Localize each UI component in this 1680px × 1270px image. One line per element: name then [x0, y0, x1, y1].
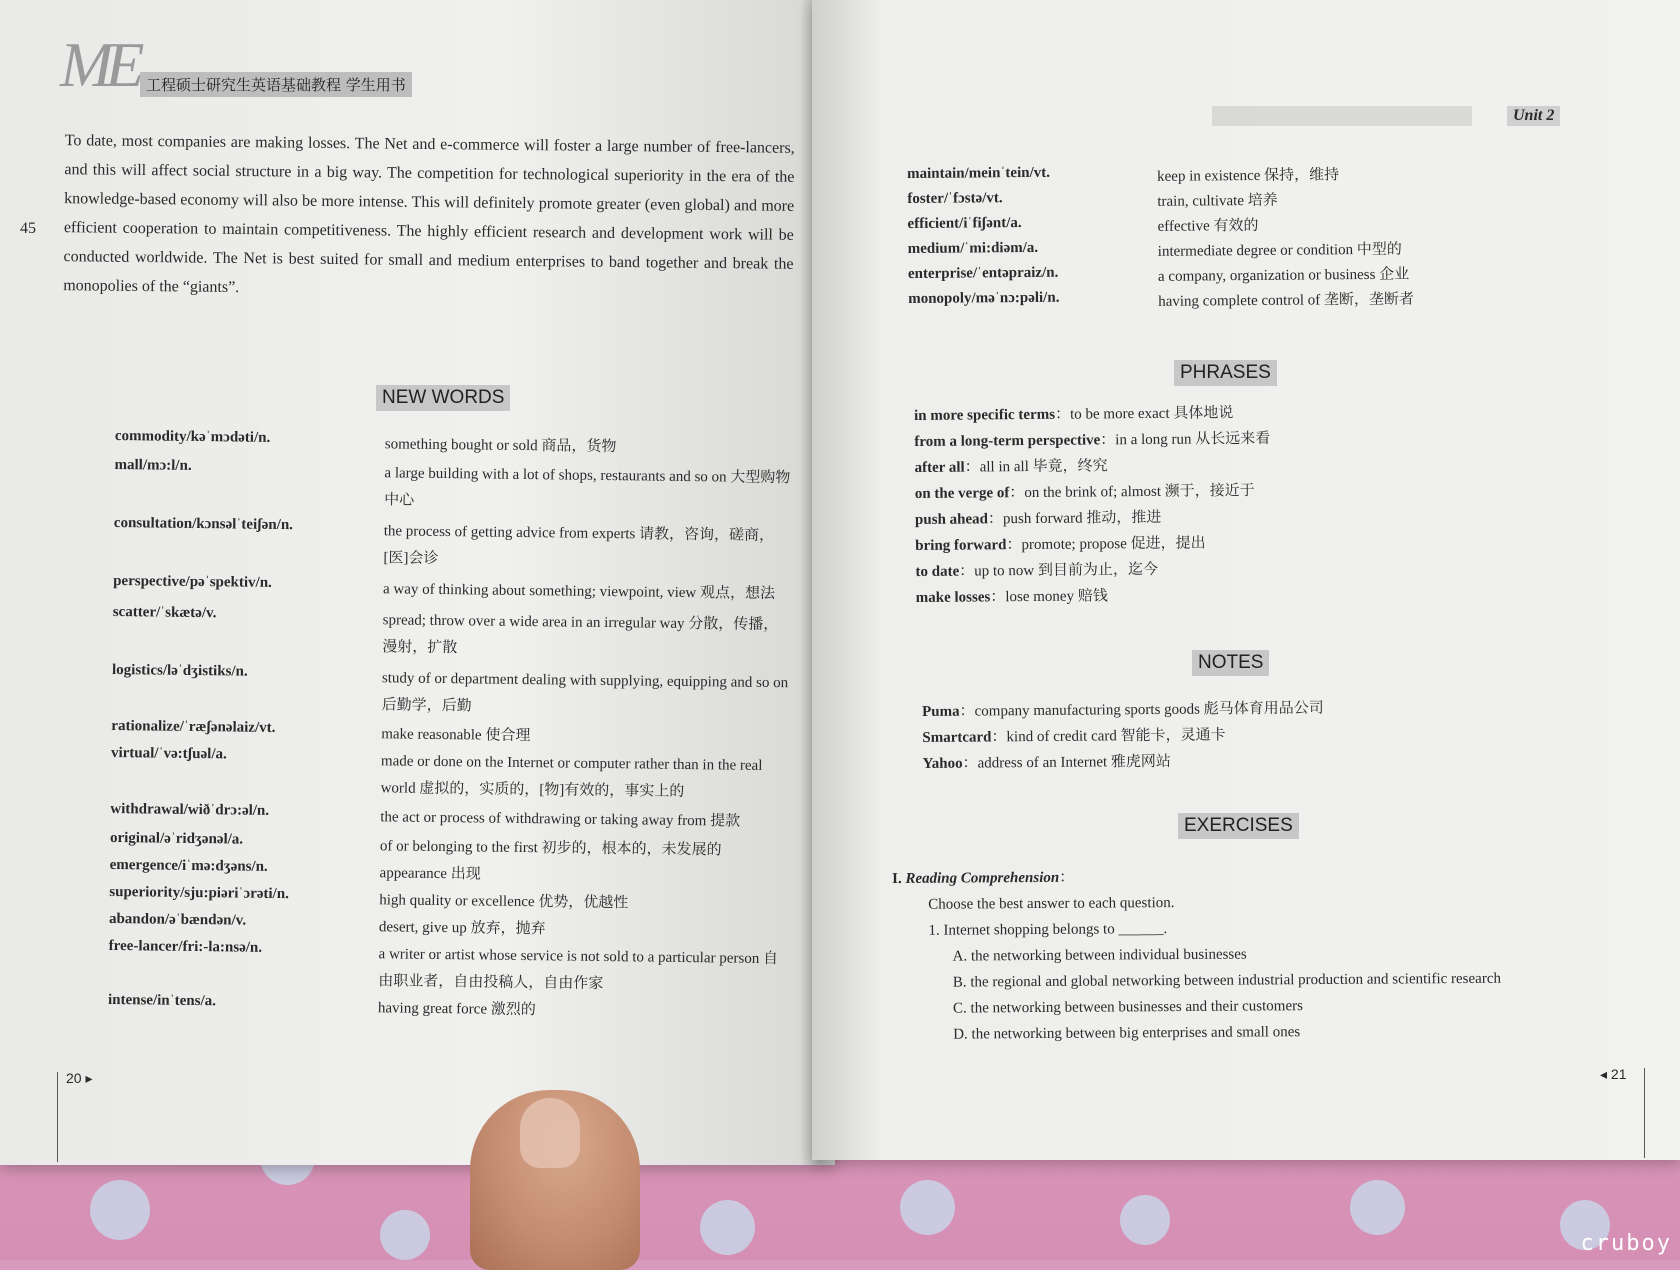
note-row: Yahoo：address of an Internet 雅虎网站	[922, 753, 1171, 772]
vocab-continued-list	[907, 160, 1568, 316]
phrase-term: on the verge of	[914, 485, 1010, 502]
section-number: I.	[892, 870, 902, 887]
phrase-row: to date：up to now 到目前为止，迄今	[915, 561, 1159, 580]
notes-list	[922, 695, 1483, 778]
note-row: Smartcard：kind of credit card 智能卡，灵通卡	[922, 727, 1226, 746]
answer-option: D. the networking between big enterprises and small ones	[953, 1024, 1301, 1043]
vocab-def: high quality or excellence 优势，优越性	[379, 892, 629, 912]
vocab-word: withdrawal/wiðˈdrɔ:əl/n.	[110, 800, 270, 819]
left-page	[0, 0, 835, 1165]
exercise-question: 1. Internet shopping belongs to ______.	[928, 921, 1168, 939]
phrase-term: to date	[915, 563, 960, 580]
phrase-def: push forward 推动，推进	[1002, 509, 1162, 528]
intro-paragraph: To date, most companies are making losses. The Net and e-commerce will foster a large number of free-lancers, and this will affect social structure in a big way. The competition for technological superiority in the era of the knowledge-based economy will also be more intense. This will definitely promote greater (even global) and more efficient cooperation to maintain competitiveness. The highly efficient research and development work will be conducted worldwide. The Net is best suited for small and medium enterprises to band together and break the monopolies of the “giants”.	[63, 132, 795, 297]
phrases-list	[914, 399, 1536, 612]
vocab-def: something bought or sold 商品，货物	[384, 436, 617, 456]
note-def: address of an Internet 雅虎网站	[977, 753, 1171, 772]
vocab-def: a large building with a lot of shops, restaurants and so on 大型购物中心	[384, 465, 791, 509]
vocab-word: rationalize/ˈræʃənəlaiz/vt.	[111, 717, 276, 736]
sheet-dot	[700, 1200, 755, 1255]
phrase-row: push ahead：push forward 推动，推进	[914, 509, 1162, 528]
vocab-def: intermediate degree or condition 中型的	[1157, 241, 1402, 260]
vocab-word: logistics/ləˈdʒistiks/n.	[111, 661, 248, 680]
phrase-term: after all	[914, 459, 965, 476]
vocab-word: maintain/meinˈtein/vt.	[907, 164, 1051, 182]
vocab-word: free-lancer/fri:-la:nsə/n.	[108, 937, 263, 956]
vocab-word: consultation/kɔnsəlˈteiʃən/n.	[113, 514, 294, 534]
page-number-left: 20 ▸	[66, 1070, 93, 1086]
vocab-def: study of or department dealing with supplying, equipping and so on 后勤学，后勤	[381, 670, 789, 715]
vocab-word: original/əˈridʒənəl/a.	[109, 829, 244, 848]
vocab-word: perspective/pəˈspektiv/n.	[113, 572, 272, 591]
answer-option: A. the networking between individual businesses	[952, 946, 1247, 965]
vocab-word: efficient/iˈfiʃənt/a.	[907, 215, 1022, 232]
header-shadow-bar	[1212, 106, 1472, 126]
vocab-word: abandon/əˈbændən/v.	[108, 910, 247, 929]
vocab-def: of or belonging to the first 初步的，根本的，未发展的	[379, 838, 722, 859]
vocab-word: intense/inˈtens/a.	[107, 991, 217, 1010]
phrase-def: in a long run 从长远来看	[1115, 430, 1271, 449]
note-term: Smartcard	[922, 729, 992, 746]
vocab-word: commodity/kəˈmɔdəti/n.	[114, 428, 271, 446]
phrase-row: in more specific terms：to be more exact 具体地说	[914, 405, 1234, 424]
exercises-heading: EXERCISES	[1178, 813, 1299, 839]
exercise-section: I. Reading Comprehension：	[892, 869, 1075, 887]
phrase-row: make losses：lose money 赔钱	[915, 588, 1108, 606]
note-term: Yahoo	[922, 755, 963, 772]
vocab-row	[908, 285, 1568, 316]
book-title: 工程硕士研究生英语基础教程 学生用书	[140, 72, 412, 97]
note-term: Puma	[922, 703, 960, 720]
sheet-dot	[1350, 1180, 1405, 1235]
vocab-word: virtual/ˈvə:tʃuəl/a.	[110, 744, 227, 763]
vocab-def: a company, organization or business 企业	[1157, 266, 1410, 285]
vocab-row	[114, 457, 805, 519]
vocab-def: a writer or artist whose service is not sold to a particular person 自由职业者，自由投稿人，自由作家	[378, 946, 779, 993]
vocab-word: foster/ˈfɔstə/vt.	[907, 190, 1003, 207]
sheet-dot	[380, 1210, 430, 1260]
watermark: cruboy	[1580, 1231, 1672, 1256]
vocab-def: the act or process of withdrawing or taking away from 提款	[380, 809, 741, 830]
phrase-def: all in all 毕竟，终究	[979, 458, 1108, 476]
exercise-block	[892, 861, 1613, 1048]
phrase-term: push ahead	[914, 511, 989, 528]
sheet-dot	[90, 1180, 150, 1240]
phrase-row: on the verge of：on the brink of; almost 濒于，接近于	[914, 483, 1255, 502]
phrase-def: up to now 到目前为止，迄今	[974, 561, 1159, 580]
vocab-word: superiority/sju:piəriˈɔrəti/n.	[109, 883, 289, 903]
vocab-def: the process of getting advice from experts 请教，咨询，磋商，[医]会诊	[383, 523, 775, 567]
vocab-def: spread; throw over a wide area in an irregular way 分散，传播，漫射，扩散	[382, 612, 779, 657]
phrase-term: make losses	[915, 589, 991, 606]
vocab-word: monopoly/məˈnɔ:pəli/n.	[908, 289, 1060, 307]
new-words-list	[108, 428, 805, 1027]
note-def: kind of credit card 智能卡，灵通卡	[1006, 727, 1226, 746]
note-def: company manufacturing sports goods 彪马体育用品公司	[974, 700, 1324, 720]
vocab-def: made or done on the Internet or computer rather than in the real world 虚拟的，实质的，[物]有效的，事实上的	[380, 753, 763, 800]
notes-heading: NOTES	[1192, 650, 1269, 676]
vocab-def: keep in existence 保持，维持	[1157, 167, 1340, 185]
page-number-right: ◂ 21	[1600, 1066, 1627, 1082]
sheet-dot	[1120, 1195, 1170, 1245]
new-words-heading: NEW WORDS	[376, 385, 510, 411]
series-logo: ME	[60, 29, 137, 100]
exercise-instruction: Choose the best answer to each question.	[928, 895, 1175, 913]
vocab-row	[113, 573, 803, 608]
line-number: 45	[20, 220, 36, 237]
sheet-dot	[900, 1180, 955, 1235]
margin-rule	[1644, 1068, 1645, 1158]
margin-rule	[57, 1072, 58, 1162]
phrase-term: in more specific terms	[914, 406, 1056, 424]
vocab-row	[110, 745, 801, 807]
answer-option: C. the networking between businesses and their customers	[952, 998, 1303, 1017]
answer-option: B. the regional and global networking between industrial production and scientific research	[952, 970, 1502, 991]
phrase-term: bring forward	[915, 537, 1007, 554]
vocab-def: effective 有效的	[1157, 217, 1259, 235]
vocab-row	[111, 662, 802, 724]
vocab-def: a way of thinking about something; viewpoint, view 观点，想法	[382, 581, 776, 603]
phrase-row: after all：all in all 毕竟，终究	[914, 458, 1108, 476]
phrase-row: from a long-term perspective：in a long run 从长远来看	[914, 430, 1271, 450]
vocab-def: make reasonable 使合理	[381, 726, 531, 745]
vocab-def: having great force 激烈的	[377, 1000, 536, 1019]
note-row: Puma：company manufacturing sports goods 彪马体育用品公司	[922, 700, 1324, 720]
section-title: Reading Comprehension	[905, 869, 1060, 887]
phrase-def: lose money 赔钱	[1005, 588, 1108, 606]
vocab-row	[108, 938, 799, 1000]
right-page	[812, 0, 1680, 1160]
vocab-row	[113, 515, 804, 577]
phrase-row: bring forward：promote; propose 促进，提出	[915, 535, 1206, 554]
phrases-heading: PHRASES	[1174, 360, 1277, 386]
phrase-def: promote; propose 促进，提出	[1021, 535, 1206, 554]
vocab-word: emergence/iˈmə:dʒəns/n.	[109, 856, 268, 875]
vocab-word: scatter/ˈskætə/v.	[112, 603, 217, 622]
vocab-def: having complete control of 垄断，垄断者	[1158, 291, 1415, 310]
phrase-term: from a long-term perspective	[914, 432, 1101, 450]
vocab-word: medium/ˈmi:diəm/a.	[907, 239, 1039, 257]
thumbnail	[520, 1098, 580, 1168]
vocab-def: train, cultivate 培养	[1157, 192, 1278, 210]
vocab-word: enterprise/ˈentəpraiz/n.	[907, 264, 1059, 282]
vocab-word: mall/mɔ:l/n.	[114, 456, 192, 474]
vocab-def: desert, give up 放弃，抛弃	[378, 919, 546, 938]
phrase-def: on the brink of; almost 濒于，接近于	[1024, 483, 1255, 502]
vocab-row	[112, 604, 803, 666]
unit-label: Unit 2	[1507, 106, 1560, 126]
phrase-def: to be more exact 具体地说	[1069, 405, 1234, 423]
vocab-def: appearance 出现	[379, 865, 481, 883]
